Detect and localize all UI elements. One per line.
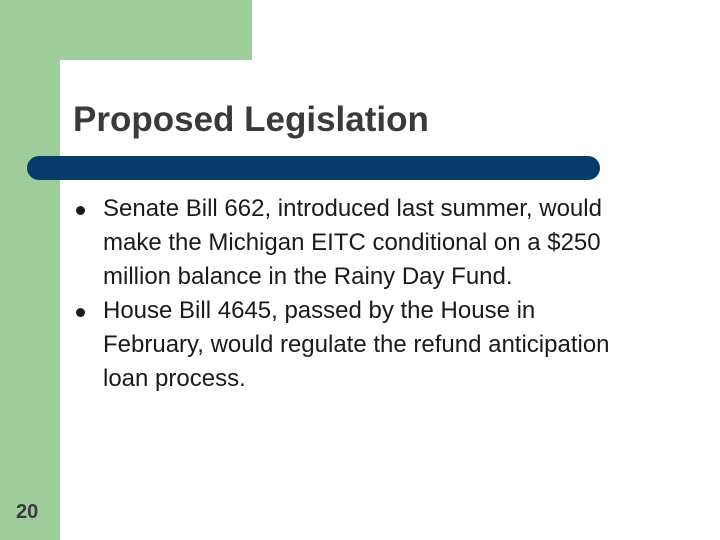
- bullet-item: [73, 294, 633, 396]
- title-underline-bar: [27, 156, 600, 180]
- frame-corner: [60, 60, 100, 100]
- bullet-item: [73, 192, 633, 294]
- bullet-text: House Bill 4645, passed by the House in February, would regulate the refund anticipation loan process.: [103, 297, 610, 392]
- green-frame-top: [0, 0, 252, 60]
- slide-number: 20: [16, 501, 39, 523]
- bullet-icon: [76, 206, 85, 215]
- slide-title: Proposed Legislation: [73, 100, 429, 139]
- bullet-text: Senate Bill 662, introduced last summer, would make the Michigan EITC conditional on a $250 million balance in the Rainy Day Fund.: [103, 195, 602, 290]
- green-frame-left: [0, 0, 60, 540]
- bullet-list: [73, 192, 633, 396]
- bullet-icon: [76, 308, 85, 317]
